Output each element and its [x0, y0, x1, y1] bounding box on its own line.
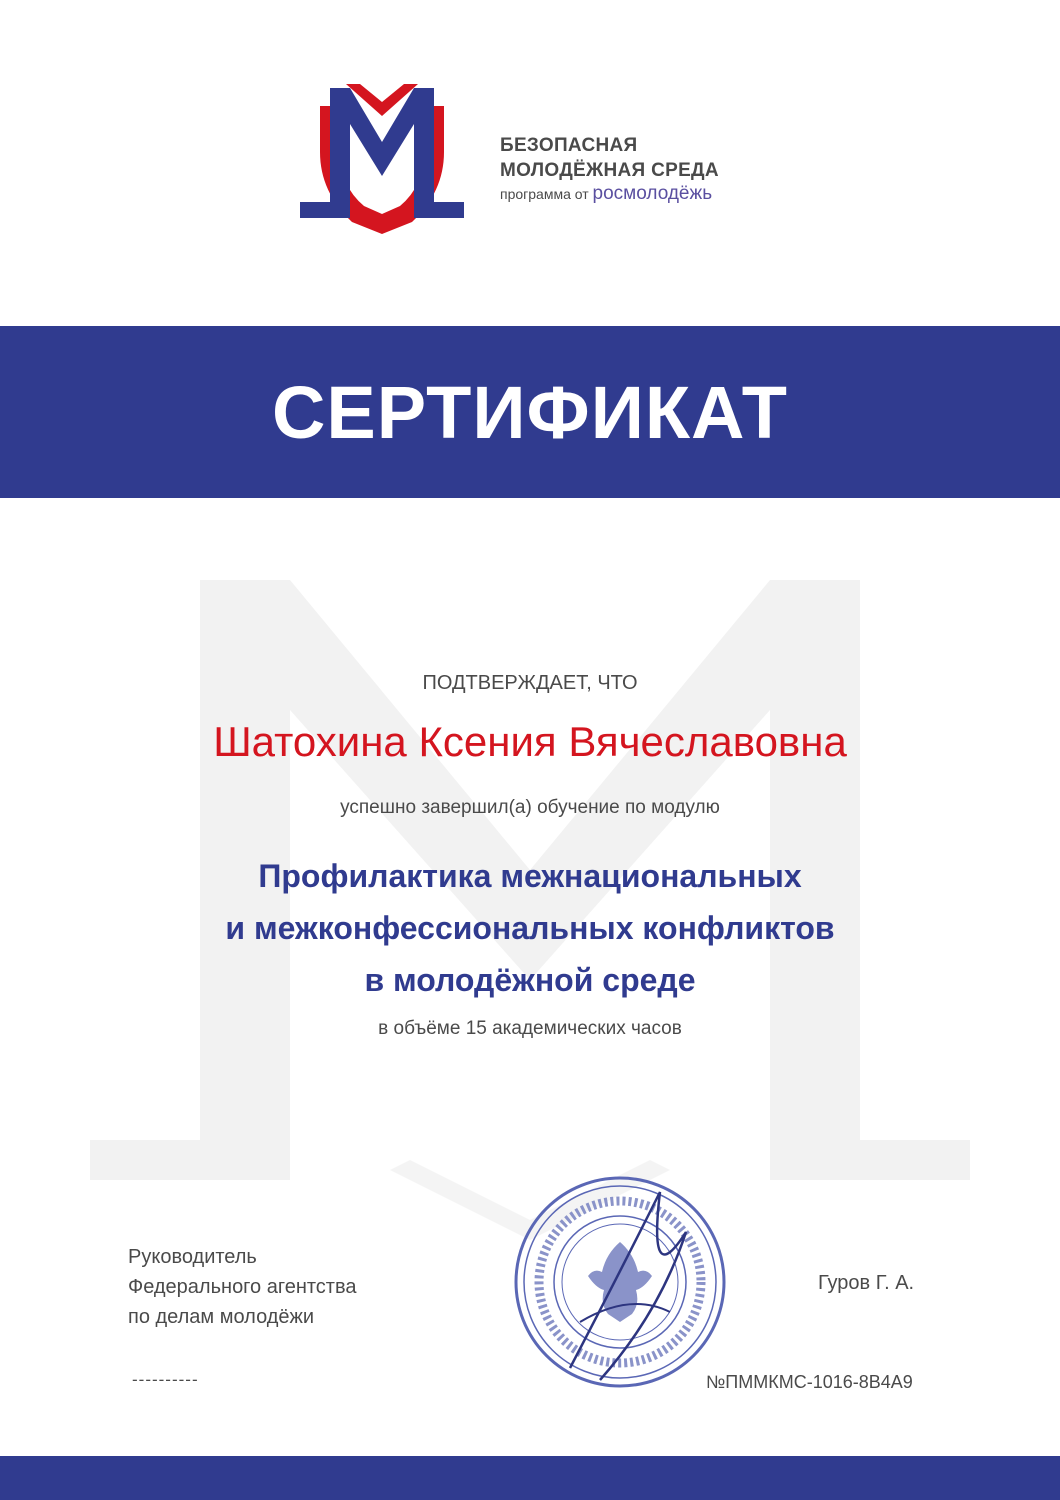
confirms-text: ПОДТВЕРЖДАЕТ, ЧТО [422, 672, 638, 694]
footer-bar [0, 1456, 1060, 1500]
logo-prefix: программа от [500, 186, 589, 202]
certificate-title: СЕРТИФИКАТ [271, 370, 789, 454]
module-line-2: и межконфессиональных конфликтов [225, 910, 835, 946]
program-logo [300, 82, 465, 247]
logo-brand: росмолодёжь [592, 183, 713, 204]
module-line-3: в молодёжной среде [364, 962, 696, 998]
title-banner [0, 326, 1060, 498]
logo-line3 [500, 183, 719, 205]
shield-m-icon [300, 82, 465, 242]
signature-line: ---------- [132, 1370, 199, 1389]
position-line-1: Руководитель [128, 1246, 257, 1268]
logo-line1: БЕЗОПАСНАЯ [500, 135, 638, 156]
module-line-1: Профилактика межнациональных [258, 858, 802, 894]
signatory-name: Гуров Г. А. [818, 1272, 915, 1294]
position-line-3: по делам молодёжи [128, 1306, 315, 1328]
certificate-number: №ПММКМС-1016-8B4A9 [706, 1372, 913, 1392]
hours-text: в объёме 15 академических часов [378, 1018, 682, 1039]
recipient-name: Шатохина Ксения Вячеславовна [213, 718, 847, 765]
completed-text: успешно завершил(а) обучение по модулю [340, 797, 720, 818]
position-line-2: Федерального агентства [128, 1276, 357, 1298]
module-title [0, 850, 1060, 1006]
official-seal-icon [510, 1172, 730, 1397]
logo-text [500, 133, 719, 205]
logo-line2: МОЛОДЁЖНАЯ СРЕДА [500, 160, 719, 181]
signatory-position [128, 1242, 357, 1332]
